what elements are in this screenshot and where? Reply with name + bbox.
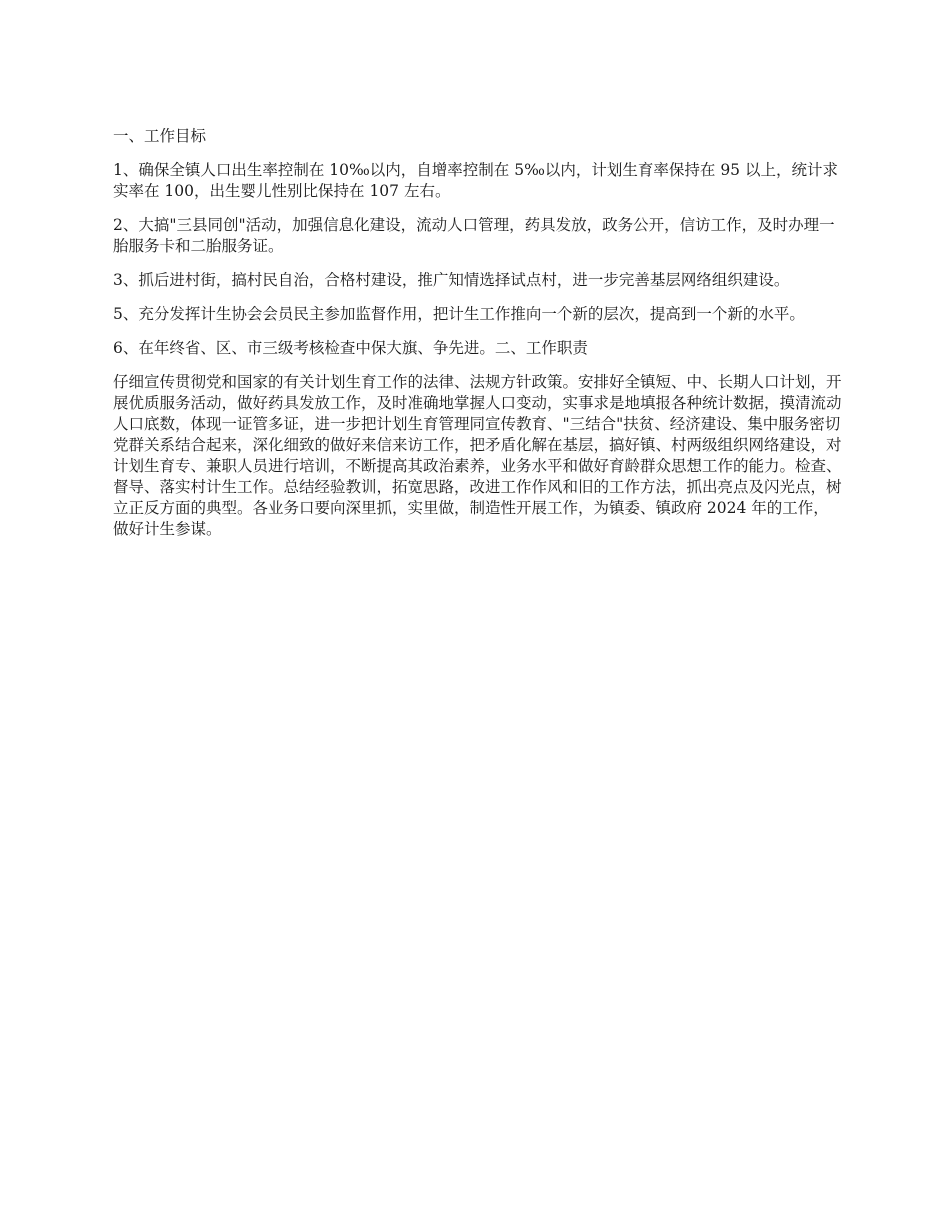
goal-item-6: 6、在年终省、区、市三级考核检查中保大旗、争先进。二、工作职责: [113, 339, 588, 357]
document-page: [113, 126, 843, 553]
duties-paragraph: 仔细宣传贯彻党和国家的有关计划生育工作的法律、法规方针政策。安排好全镇短、中、长期人口计划，开展优质服务活动，做好药具发放工作，及时准确地掌握人口变动，实事求是地填报各种统计数据，摸清流动人口底数，体现一证管多证，进一步把计划生育管理同宣传教育、"三结合"扶贫、经济建设、集中服务密切党群关系结合起来，深化细致的做好来信来访工作，把矛盾化解在基层，搞好镇、村两级组织网络建设，对计划生育专、兼职人员进行培训，不断提高其政治素养，业务水平和做好育龄群众思想工作的能力。检查、督导、落实村计生工作。总结经验教训，拓宽思路，改进工作作风和旧的工作方法，抓出亮点及闪光点，树立正反方面的典型。各业务口要向深里抓，实里做，制造性开展工作，为镇委、镇政府 2024 年的工作，做好计生参谋。: [113, 373, 842, 538]
goal-item-2: 2、大搞"三县同创"活动，加强信息化建设，流动人口管理，药具发放，政务公开，信访工作，及时办理一胎服务卡和二胎服务证。: [113, 216, 835, 255]
goal-item-3: 3、抓后进村街，搞村民自治，合格村建设，推广知情选择试点村，进一步完善基层网络组织建设。: [113, 271, 790, 289]
section-heading-goals: 一、工作目标: [113, 127, 207, 145]
goal-item-1: 1、确保全镇人口出生率控制在 10‰以内，自增率控制在 5‰以内，计划生育率保持在 95 以上，统计求实率在 100，出生婴儿性别比保持在 107 左右。: [113, 161, 838, 200]
goal-item-5: 5、充分发挥计生协会会员民主参加监督作用，把计生工作推向一个新的层次，提高到一个新的水平。: [113, 305, 805, 323]
